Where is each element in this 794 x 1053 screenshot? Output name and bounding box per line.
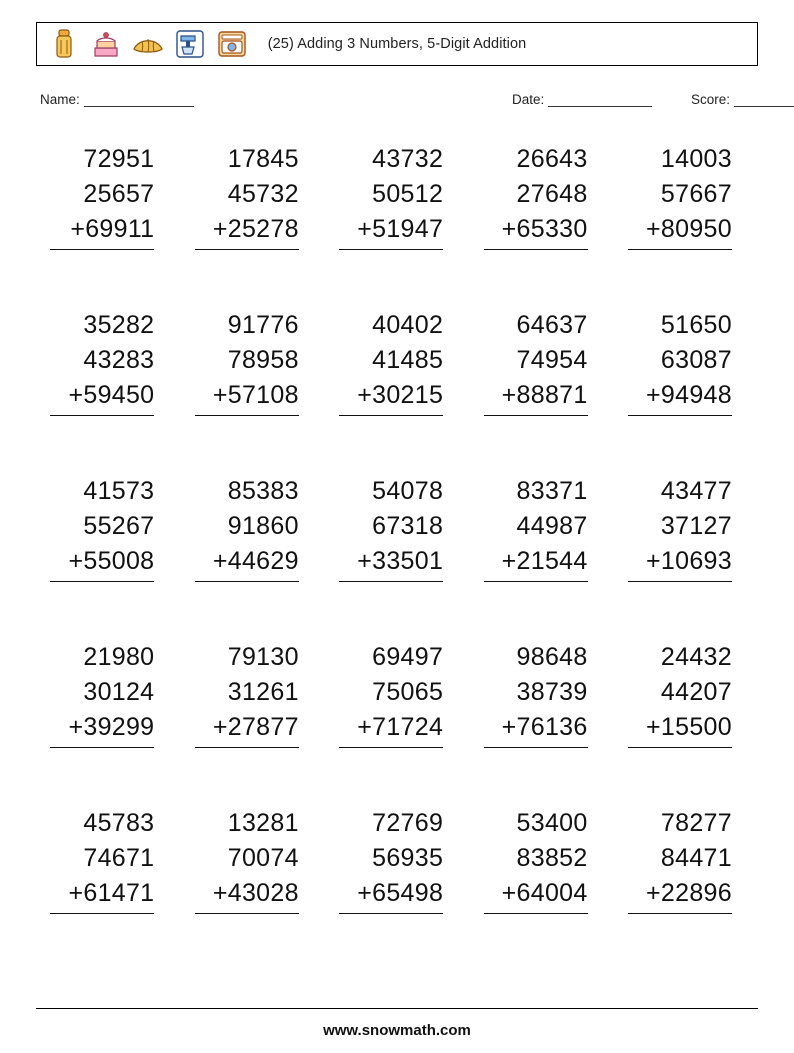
addition-problem [628, 640, 732, 748]
addend-2: 27648 [516, 180, 588, 208]
addition-problem [339, 474, 443, 582]
addition-problem [195, 806, 299, 914]
addend-3: +69911 [50, 212, 154, 250]
problem-cell [469, 466, 613, 632]
problem-cell [614, 134, 758, 300]
score-field[interactable] [691, 92, 794, 107]
addend-2: 83852 [516, 844, 588, 872]
addend-1: 13281 [227, 809, 299, 837]
addition-problem [339, 142, 443, 250]
problem-cell [180, 798, 324, 964]
addition-problem [628, 806, 732, 914]
addend-3: +27877 [195, 710, 299, 748]
addend-3: +15500 [628, 710, 732, 748]
problem-cell [36, 798, 180, 964]
addend-2: 41485 [372, 346, 444, 374]
score-blank[interactable] [734, 93, 794, 107]
addend-1: 40402 [372, 311, 444, 339]
footer-site-url: www.snowmath.com [323, 1022, 471, 1039]
addend-1: 43732 [372, 145, 444, 173]
problem-cell [36, 466, 180, 632]
problem-row [36, 798, 758, 964]
addition-problem [50, 806, 154, 914]
date-label: Date: [512, 92, 545, 107]
addend-3: +10693 [628, 544, 732, 582]
addition-problem [484, 640, 588, 748]
addend-1: 91776 [227, 311, 299, 339]
addend-2: 45732 [227, 180, 299, 208]
footer-divider [36, 1008, 758, 1009]
problem-row [36, 300, 758, 466]
addend-2: 30124 [83, 678, 155, 706]
header-box [36, 22, 758, 66]
addend-3: +94948 [628, 378, 732, 416]
worksheet-title: (25) Adding 3 Numbers, 5-Digit Addition [267, 36, 527, 52]
addend-1: 98648 [516, 643, 588, 671]
addend-1: 14003 [660, 145, 732, 173]
addend-1: 21980 [83, 643, 155, 671]
problem-cell [614, 466, 758, 632]
problem-cell [36, 134, 180, 300]
addend-3: +21544 [484, 544, 588, 582]
addend-2: 44207 [660, 678, 732, 706]
name-blank[interactable] [84, 93, 194, 107]
addition-problem [484, 474, 588, 582]
addend-3: +25278 [195, 212, 299, 250]
addend-2: 38739 [516, 678, 588, 706]
problem-cell [36, 300, 180, 466]
addend-2: 91860 [227, 512, 299, 540]
addend-1: 72951 [83, 145, 155, 173]
addend-2: 74954 [516, 346, 588, 374]
addend-1: 17845 [227, 145, 299, 173]
problem-cell [325, 300, 469, 466]
addend-3: +44629 [195, 544, 299, 582]
addition-problem [195, 474, 299, 582]
problem-cell [180, 466, 324, 632]
addend-1: 45783 [83, 809, 155, 837]
addend-3: +30215 [339, 378, 443, 416]
addition-problem [195, 640, 299, 748]
addend-3: +59450 [50, 378, 154, 416]
problem-row [36, 632, 758, 798]
addition-problem [50, 308, 154, 416]
problem-cell [325, 134, 469, 300]
addend-3: +61471 [50, 876, 154, 914]
addend-2: 56935 [372, 844, 444, 872]
addition-problem [339, 308, 443, 416]
addend-3: +76136 [484, 710, 588, 748]
addend-1: 24432 [660, 643, 732, 671]
date-field[interactable] [512, 92, 652, 107]
addition-problem [628, 308, 732, 416]
addend-2: 44987 [516, 512, 588, 540]
addend-2: 75065 [372, 678, 444, 706]
addend-2: 55267 [83, 512, 155, 540]
addend-3: +65330 [484, 212, 588, 250]
addition-problem [628, 474, 732, 582]
addend-3: +65498 [339, 876, 443, 914]
score-label: Score: [691, 92, 731, 107]
problem-cell [36, 632, 180, 798]
addend-2: 63087 [660, 346, 732, 374]
addend-3: +64004 [484, 876, 588, 914]
addend-3: +39299 [50, 710, 154, 748]
addend-3: +55008 [50, 544, 154, 582]
addition-problem [195, 308, 299, 416]
problem-cell [469, 134, 613, 300]
addition-problem [195, 142, 299, 250]
addend-3: +51947 [339, 212, 443, 250]
meta-row [36, 92, 758, 116]
addend-1: 78277 [660, 809, 732, 837]
addend-2: 74671 [83, 844, 155, 872]
addend-1: 26643 [516, 145, 588, 173]
addition-problem [628, 142, 732, 250]
problem-cell [180, 300, 324, 466]
problem-cell [469, 798, 613, 964]
addend-3: +43028 [195, 876, 299, 914]
addition-problem [339, 806, 443, 914]
addition-problem [50, 640, 154, 748]
date-blank[interactable] [548, 93, 652, 107]
problem-cell [614, 798, 758, 964]
addend-1: 79130 [227, 643, 299, 671]
addend-1: 54078 [372, 477, 444, 505]
addend-1: 64637 [516, 311, 588, 339]
addend-2: 31261 [227, 678, 299, 706]
addend-1: 35282 [83, 311, 155, 339]
addend-3: +33501 [339, 544, 443, 582]
problem-cell [614, 300, 758, 466]
problem-cell [325, 632, 469, 798]
problem-row [36, 466, 758, 632]
addend-2: 70074 [227, 844, 299, 872]
addend-1: 51650 [660, 311, 732, 339]
problem-row [36, 134, 758, 300]
addition-problem [484, 806, 588, 914]
addend-1: 69497 [372, 643, 444, 671]
addend-1: 72769 [372, 809, 444, 837]
addend-1: 83371 [516, 477, 588, 505]
addend-1: 41573 [83, 477, 155, 505]
addition-problem [50, 142, 154, 250]
problem-grid [36, 134, 758, 964]
addend-2: 78958 [227, 346, 299, 374]
addend-2: 57667 [660, 180, 732, 208]
addend-3: +71724 [339, 710, 443, 748]
addend-1: 53400 [516, 809, 588, 837]
addend-3: +22896 [628, 876, 732, 914]
name-field[interactable] [40, 92, 194, 107]
addend-3: +80950 [628, 212, 732, 250]
addend-3: +88871 [484, 378, 588, 416]
addition-problem [339, 640, 443, 748]
problem-cell [614, 632, 758, 798]
addend-3: +57108 [195, 378, 299, 416]
addend-1: 43477 [660, 477, 732, 505]
problem-cell [325, 466, 469, 632]
name-label: Name: [40, 92, 80, 107]
addend-2: 25657 [83, 180, 155, 208]
addition-problem [484, 308, 588, 416]
addend-2: 84471 [660, 844, 732, 872]
addition-problem [50, 474, 154, 582]
addend-1: 85383 [227, 477, 299, 505]
addend-2: 67318 [372, 512, 444, 540]
problem-cell [180, 632, 324, 798]
addition-problem [484, 142, 588, 250]
problem-cell [325, 798, 469, 964]
problem-cell [469, 300, 613, 466]
problem-cell [469, 632, 613, 798]
addend-2: 50512 [372, 180, 444, 208]
addend-2: 37127 [660, 512, 732, 540]
addend-2: 43283 [83, 346, 155, 374]
problem-cell [180, 134, 324, 300]
